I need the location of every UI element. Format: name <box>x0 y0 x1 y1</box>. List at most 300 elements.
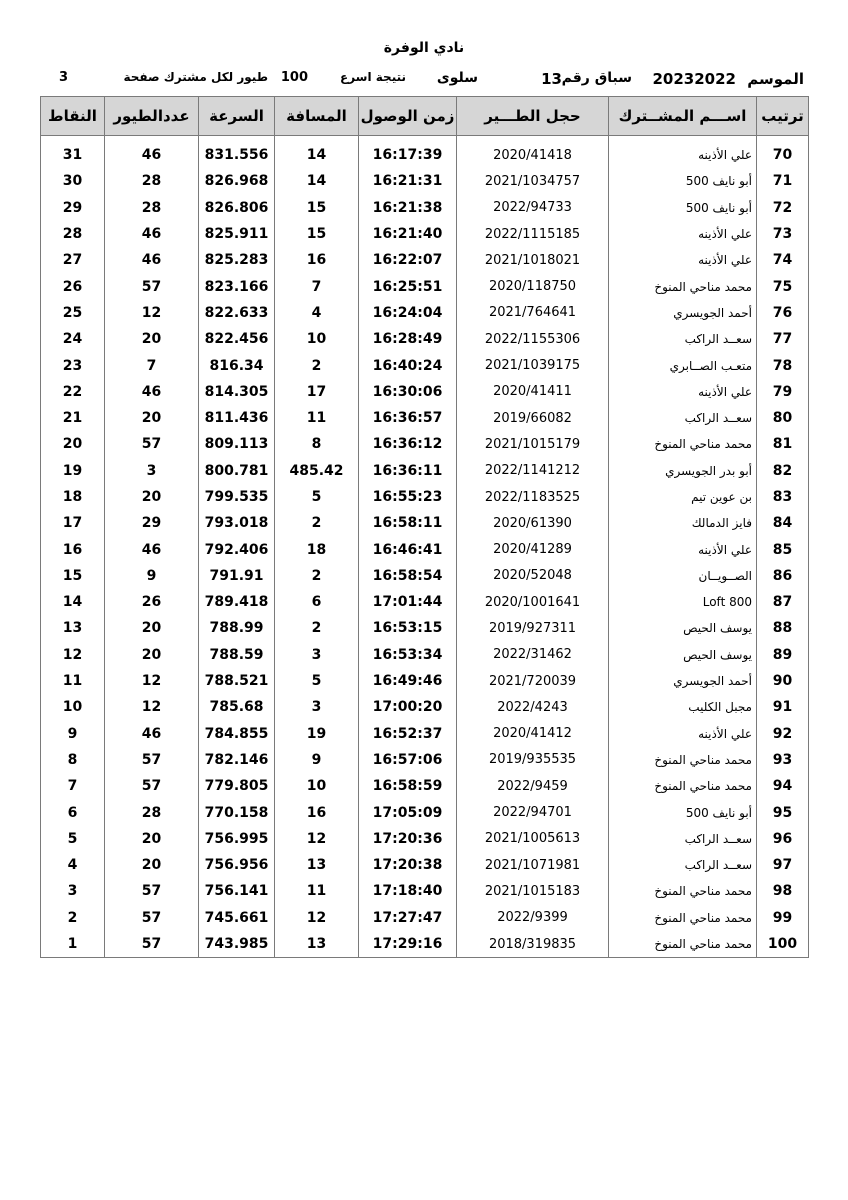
arrival-time-cell: 16:28:49 <box>359 326 457 352</box>
ring-number-cell: 2022/1141212 <box>457 458 609 484</box>
col-header-arrival-time: زمن الوصول <box>359 97 457 136</box>
points-cell: 8 <box>41 747 105 773</box>
rank-cell: 94 <box>757 773 809 799</box>
bird-count-cell: 20 <box>105 326 199 352</box>
rank-cell: 71 <box>757 168 809 194</box>
table-row <box>41 510 809 536</box>
speed-cell: 809.113 <box>199 431 275 457</box>
member-name-cell: محمد مناحي المنوخ <box>609 931 757 958</box>
member-name-cell: أبو نايف 500 <box>609 195 757 221</box>
points-cell: 26 <box>41 273 105 299</box>
speed-cell: 826.806 <box>199 195 275 221</box>
distance-cell: 2 <box>275 615 359 641</box>
member-name-cell: سعــد الراكب <box>609 826 757 852</box>
ring-number-cell: 2021/1071981 <box>457 852 609 878</box>
arrival-time-cell: 16:21:31 <box>359 168 457 194</box>
member-name-cell: محمد مناحي المنوخ <box>609 431 757 457</box>
member-name-cell: الصــويــان <box>609 563 757 589</box>
speed-cell: 782.146 <box>199 747 275 773</box>
season-label: الموسم <box>747 70 804 88</box>
distance-cell: 10 <box>275 326 359 352</box>
points-cell: 28 <box>41 221 105 247</box>
speed-cell: 789.418 <box>199 589 275 615</box>
table-row <box>41 247 809 273</box>
bird-count-cell: 46 <box>105 247 199 273</box>
bird-count-cell: 46 <box>105 536 199 562</box>
rank-cell: 93 <box>757 747 809 773</box>
speed-cell: 814.305 <box>199 379 275 405</box>
distance-cell: 12 <box>275 826 359 852</box>
points-cell: 16 <box>41 536 105 562</box>
col-header-rank: ترتيب <box>757 97 809 136</box>
fastest-result-count: 100 <box>280 70 308 85</box>
points-cell: 29 <box>41 195 105 221</box>
ring-number-cell: 2022/4243 <box>457 694 609 720</box>
race-location: سلوى <box>436 70 478 86</box>
arrival-time-cell: 16:36:57 <box>359 405 457 431</box>
race-info-bar <box>40 70 808 92</box>
arrival-time-cell: 17:18:40 <box>359 878 457 904</box>
speed-cell: 825.283 <box>199 247 275 273</box>
bird-count-cell: 57 <box>105 273 199 299</box>
ring-number-cell: 2021/1034757 <box>457 168 609 194</box>
points-cell: 4 <box>41 852 105 878</box>
speed-cell: 799.535 <box>199 484 275 510</box>
points-cell: 17 <box>41 510 105 536</box>
rank-cell: 80 <box>757 405 809 431</box>
arrival-time-cell: 16:49:46 <box>359 668 457 694</box>
speed-cell: 811.436 <box>199 405 275 431</box>
distance-cell: 15 <box>275 195 359 221</box>
ring-number-cell: 2021/1005613 <box>457 826 609 852</box>
speed-cell: 800.781 <box>199 458 275 484</box>
member-name-cell: أحمد الجويسري <box>609 300 757 326</box>
rank-cell: 77 <box>757 326 809 352</box>
bird-count-cell: 46 <box>105 221 199 247</box>
ring-number-cell: 2020/118750 <box>457 273 609 299</box>
arrival-time-cell: 17:00:20 <box>359 694 457 720</box>
table-row <box>41 905 809 931</box>
distance-cell: 5 <box>275 484 359 510</box>
ring-number-cell: 2021/764641 <box>457 300 609 326</box>
member-name-cell: علي الأذينه <box>609 536 757 562</box>
arrival-time-cell: 17:05:09 <box>359 799 457 825</box>
arrival-time-cell: 16:40:24 <box>359 352 457 378</box>
ring-number-cell: 2020/52048 <box>457 563 609 589</box>
rank-cell: 70 <box>757 142 809 168</box>
ring-number-cell: 2021/1039175 <box>457 352 609 378</box>
speed-cell: 785.68 <box>199 694 275 720</box>
points-cell: 23 <box>41 352 105 378</box>
rank-cell: 88 <box>757 615 809 641</box>
arrival-time-cell: 17:29:16 <box>359 931 457 958</box>
rank-cell: 98 <box>757 878 809 904</box>
speed-cell: 822.633 <box>199 300 275 326</box>
table-row <box>41 721 809 747</box>
speed-cell: 826.968 <box>199 168 275 194</box>
speed-cell: 770.158 <box>199 799 275 825</box>
points-cell: 6 <box>41 799 105 825</box>
distance-cell: 13 <box>275 931 359 958</box>
ring-number-cell: 2020/1001641 <box>457 589 609 615</box>
rank-cell: 87 <box>757 589 809 615</box>
ring-number-cell: 2022/94701 <box>457 799 609 825</box>
distance-cell: 9 <box>275 747 359 773</box>
arrival-time-cell: 16:22:07 <box>359 247 457 273</box>
arrival-time-cell: 16:17:39 <box>359 142 457 168</box>
table-header-row <box>41 97 809 136</box>
rank-cell: 79 <box>757 379 809 405</box>
member-name-cell: Loft 800 <box>609 589 757 615</box>
points-cell: 3 <box>41 878 105 904</box>
distance-cell: 5 <box>275 668 359 694</box>
bird-count-cell: 57 <box>105 431 199 457</box>
arrival-time-cell: 16:46:41 <box>359 536 457 562</box>
bird-count-cell: 12 <box>105 300 199 326</box>
member-name-cell: محمد مناحي المنوخ <box>609 878 757 904</box>
season-value: 20232022 <box>652 70 736 88</box>
bird-count-cell: 20 <box>105 642 199 668</box>
col-header-member: اســـم المشــترك <box>609 97 757 136</box>
speed-cell: 793.018 <box>199 510 275 536</box>
member-name-cell: محمد مناحي المنوخ <box>609 273 757 299</box>
bird-count-cell: 20 <box>105 405 199 431</box>
points-cell: 5 <box>41 826 105 852</box>
bird-count-cell: 12 <box>105 694 199 720</box>
member-name-cell: أبو نايف 500 <box>609 168 757 194</box>
table-row <box>41 458 809 484</box>
table-row <box>41 878 809 904</box>
member-name-cell: متعـب الصــابري <box>609 352 757 378</box>
ring-number-cell: 2022/9459 <box>457 773 609 799</box>
distance-cell: 16 <box>275 247 359 273</box>
member-name-cell: مجبل الكليب <box>609 694 757 720</box>
rank-cell: 81 <box>757 431 809 457</box>
table-row <box>41 799 809 825</box>
bird-count-cell: 46 <box>105 721 199 747</box>
distance-cell: 18 <box>275 536 359 562</box>
bird-count-cell: 28 <box>105 195 199 221</box>
rank-cell: 78 <box>757 352 809 378</box>
table-row <box>41 352 809 378</box>
distance-cell: 3 <box>275 642 359 668</box>
arrival-time-cell: 17:27:47 <box>359 905 457 931</box>
table-row <box>41 142 809 168</box>
distance-cell: 3 <box>275 694 359 720</box>
arrival-time-cell: 16:52:37 <box>359 721 457 747</box>
distance-cell: 11 <box>275 878 359 904</box>
table-row <box>41 431 809 457</box>
table-row <box>41 615 809 641</box>
arrival-time-cell: 16:58:11 <box>359 510 457 536</box>
bird-count-cell: 57 <box>105 747 199 773</box>
points-cell: 12 <box>41 642 105 668</box>
points-cell: 7 <box>41 773 105 799</box>
points-cell: 14 <box>41 589 105 615</box>
race-number-value: 13 <box>541 70 562 88</box>
table-row <box>41 563 809 589</box>
ring-number-cell: 2022/9399 <box>457 905 609 931</box>
bird-count-cell: 3 <box>105 458 199 484</box>
points-cell: 15 <box>41 563 105 589</box>
bird-count-cell: 20 <box>105 615 199 641</box>
distance-cell: 14 <box>275 168 359 194</box>
table-row <box>41 273 809 299</box>
rank-cell: 76 <box>757 300 809 326</box>
speed-cell: 788.521 <box>199 668 275 694</box>
ring-number-cell: 2019/66082 <box>457 405 609 431</box>
bird-count-cell: 12 <box>105 668 199 694</box>
table-row <box>41 300 809 326</box>
member-name-cell: يوسف الحيص <box>609 615 757 641</box>
ring-number-cell: 2021/1018021 <box>457 247 609 273</box>
rank-cell: 75 <box>757 273 809 299</box>
table-row <box>41 379 809 405</box>
distance-cell: 12 <box>275 905 359 931</box>
bird-count-cell: 29 <box>105 510 199 536</box>
ring-number-cell: 2020/41418 <box>457 142 609 168</box>
member-name-cell: سعــد الراكب <box>609 852 757 878</box>
table-row <box>41 694 809 720</box>
ring-number-cell: 2021/1015179 <box>457 431 609 457</box>
distance-cell: 13 <box>275 852 359 878</box>
ring-number-cell: 2021/720039 <box>457 668 609 694</box>
rank-cell: 83 <box>757 484 809 510</box>
table-row <box>41 195 809 221</box>
speed-cell: 831.556 <box>199 142 275 168</box>
ring-number-cell: 2022/94733 <box>457 195 609 221</box>
member-name-cell: علي الأذينه <box>609 221 757 247</box>
rank-cell: 96 <box>757 826 809 852</box>
race-number-label: سباق رقم <box>561 70 632 86</box>
member-name-cell: فايز الدمالك <box>609 510 757 536</box>
speed-cell: 779.805 <box>199 773 275 799</box>
rank-cell: 90 <box>757 668 809 694</box>
arrival-time-cell: 16:36:11 <box>359 458 457 484</box>
bird-count-cell: 57 <box>105 878 199 904</box>
table-row <box>41 589 809 615</box>
table-row <box>41 773 809 799</box>
ring-number-cell: 2020/41289 <box>457 536 609 562</box>
arrival-time-cell: 16:53:15 <box>359 615 457 641</box>
col-header-speed: السرعة <box>199 97 275 136</box>
member-name-cell: أبو بدر الجويسري <box>609 458 757 484</box>
points-cell: 13 <box>41 615 105 641</box>
table-row <box>41 747 809 773</box>
distance-cell: 4 <box>275 300 359 326</box>
member-name-cell: يوسف الحيص <box>609 642 757 668</box>
points-cell: 1 <box>41 931 105 958</box>
ring-number-cell: 2018/319835 <box>457 931 609 958</box>
rank-cell: 92 <box>757 721 809 747</box>
speed-cell: 784.855 <box>199 721 275 747</box>
member-name-cell: محمد مناحي المنوخ <box>609 747 757 773</box>
distance-cell: 6 <box>275 589 359 615</box>
rank-cell: 89 <box>757 642 809 668</box>
member-name-cell: علي الأذينه <box>609 247 757 273</box>
bird-count-cell: 28 <box>105 168 199 194</box>
speed-cell: 756.141 <box>199 878 275 904</box>
table-row <box>41 536 809 562</box>
arrival-time-cell: 16:55:23 <box>359 484 457 510</box>
col-header-bird-count: عددالطيور <box>105 97 199 136</box>
ring-number-cell: 2020/61390 <box>457 510 609 536</box>
speed-cell: 788.59 <box>199 642 275 668</box>
points-cell: 21 <box>41 405 105 431</box>
ring-number-cell: 2022/1155306 <box>457 326 609 352</box>
bird-count-cell: 20 <box>105 484 199 510</box>
points-cell: 22 <box>41 379 105 405</box>
distance-cell: 16 <box>275 799 359 825</box>
arrival-time-cell: 16:57:06 <box>359 747 457 773</box>
table-row <box>41 852 809 878</box>
bird-count-cell: 57 <box>105 905 199 931</box>
bird-count-cell: 57 <box>105 931 199 958</box>
member-name-cell: أحمد الجويسري <box>609 668 757 694</box>
rank-cell: 72 <box>757 195 809 221</box>
table-row <box>41 326 809 352</box>
speed-cell: 816.34 <box>199 352 275 378</box>
speed-cell: 791.91 <box>199 563 275 589</box>
speed-cell: 788.99 <box>199 615 275 641</box>
distance-cell: 14 <box>275 142 359 168</box>
points-cell: 19 <box>41 458 105 484</box>
member-name-cell: سعــد الراكب <box>609 405 757 431</box>
ring-number-cell: 2021/1015183 <box>457 878 609 904</box>
col-header-distance: المسافة <box>275 97 359 136</box>
table-row <box>41 826 809 852</box>
birds-per-member-label: طيور لكل مشترك صفحة <box>123 70 268 84</box>
member-name-cell: بن عوين تيم <box>609 484 757 510</box>
speed-cell: 745.661 <box>199 905 275 931</box>
bird-count-cell: 28 <box>105 799 199 825</box>
rank-cell: 86 <box>757 563 809 589</box>
fastest-result-label: نتيجة اسرع <box>340 70 406 84</box>
distance-cell: 8 <box>275 431 359 457</box>
table-row <box>41 168 809 194</box>
bird-count-cell: 9 <box>105 563 199 589</box>
rank-cell: 100 <box>757 931 809 958</box>
speed-cell: 825.911 <box>199 221 275 247</box>
points-cell: 9 <box>41 721 105 747</box>
points-cell: 2 <box>41 905 105 931</box>
distance-cell: 10 <box>275 773 359 799</box>
points-cell: 30 <box>41 168 105 194</box>
ring-number-cell: 2019/935535 <box>457 747 609 773</box>
speed-cell: 743.985 <box>199 931 275 958</box>
club-title: نادي الوفرة <box>383 40 465 56</box>
member-name-cell: علي الأذينه <box>609 721 757 747</box>
member-name-cell: علي الأذينه <box>609 379 757 405</box>
rank-cell: 82 <box>757 458 809 484</box>
bird-count-cell: 20 <box>105 852 199 878</box>
arrival-time-cell: 17:20:36 <box>359 826 457 852</box>
table-row <box>41 931 809 958</box>
distance-cell: 2 <box>275 510 359 536</box>
table-row <box>41 642 809 668</box>
distance-cell: 2 <box>275 563 359 589</box>
distance-cell: 7 <box>275 273 359 299</box>
bird-count-cell: 20 <box>105 826 199 852</box>
speed-cell: 822.456 <box>199 326 275 352</box>
speed-cell: 823.166 <box>199 273 275 299</box>
points-cell: 25 <box>41 300 105 326</box>
member-name-cell: علي الأذينه <box>609 142 757 168</box>
arrival-time-cell: 16:21:38 <box>359 195 457 221</box>
col-header-points: النقاط <box>41 97 105 136</box>
distance-cell: 11 <box>275 405 359 431</box>
arrival-time-cell: 16:21:40 <box>359 221 457 247</box>
distance-cell: 15 <box>275 221 359 247</box>
ring-number-cell: 2020/41412 <box>457 721 609 747</box>
bird-count-cell: 46 <box>105 142 199 168</box>
points-cell: 10 <box>41 694 105 720</box>
points-cell: 24 <box>41 326 105 352</box>
arrival-time-cell: 16:58:59 <box>359 773 457 799</box>
arrival-time-cell: 16:25:51 <box>359 273 457 299</box>
points-cell: 18 <box>41 484 105 510</box>
member-name-cell: محمد مناحي المنوخ <box>609 773 757 799</box>
distance-cell: 19 <box>275 721 359 747</box>
arrival-time-cell: 16:30:06 <box>359 379 457 405</box>
rank-cell: 74 <box>757 247 809 273</box>
arrival-time-cell: 16:53:34 <box>359 642 457 668</box>
points-cell: 11 <box>41 668 105 694</box>
results-table <box>40 96 809 958</box>
rank-cell: 85 <box>757 536 809 562</box>
member-name-cell: محمد مناحي المنوخ <box>609 905 757 931</box>
speed-cell: 756.995 <box>199 826 275 852</box>
rank-cell: 84 <box>757 510 809 536</box>
table-row <box>41 484 809 510</box>
rank-cell: 95 <box>757 799 809 825</box>
bird-count-cell: 26 <box>105 589 199 615</box>
page-number: 3 <box>58 70 68 85</box>
ring-number-cell: 2022/1183525 <box>457 484 609 510</box>
arrival-time-cell: 17:01:44 <box>359 589 457 615</box>
table-row <box>41 405 809 431</box>
col-header-ring: حجل الطـــير <box>457 97 609 136</box>
rank-cell: 73 <box>757 221 809 247</box>
ring-number-cell: 2020/41411 <box>457 379 609 405</box>
speed-cell: 756.956 <box>199 852 275 878</box>
table-row <box>41 221 809 247</box>
bird-count-cell: 46 <box>105 379 199 405</box>
distance-cell: 485.42 <box>275 458 359 484</box>
rank-cell: 91 <box>757 694 809 720</box>
member-name-cell: أبو نايف 500 <box>609 799 757 825</box>
speed-cell: 792.406 <box>199 536 275 562</box>
points-cell: 27 <box>41 247 105 273</box>
ring-number-cell: 2022/31462 <box>457 642 609 668</box>
member-name-cell: سعــد الراكب <box>609 326 757 352</box>
ring-number-cell: 2019/927311 <box>457 615 609 641</box>
points-cell: 31 <box>41 142 105 168</box>
arrival-time-cell: 16:24:04 <box>359 300 457 326</box>
table-row <box>41 668 809 694</box>
arrival-time-cell: 16:58:54 <box>359 563 457 589</box>
rank-cell: 99 <box>757 905 809 931</box>
points-cell: 20 <box>41 431 105 457</box>
rank-cell: 97 <box>757 852 809 878</box>
distance-cell: 17 <box>275 379 359 405</box>
bird-count-cell: 7 <box>105 352 199 378</box>
distance-cell: 2 <box>275 352 359 378</box>
bird-count-cell: 57 <box>105 773 199 799</box>
ring-number-cell: 2022/1115185 <box>457 221 609 247</box>
arrival-time-cell: 17:20:38 <box>359 852 457 878</box>
arrival-time-cell: 16:36:12 <box>359 431 457 457</box>
